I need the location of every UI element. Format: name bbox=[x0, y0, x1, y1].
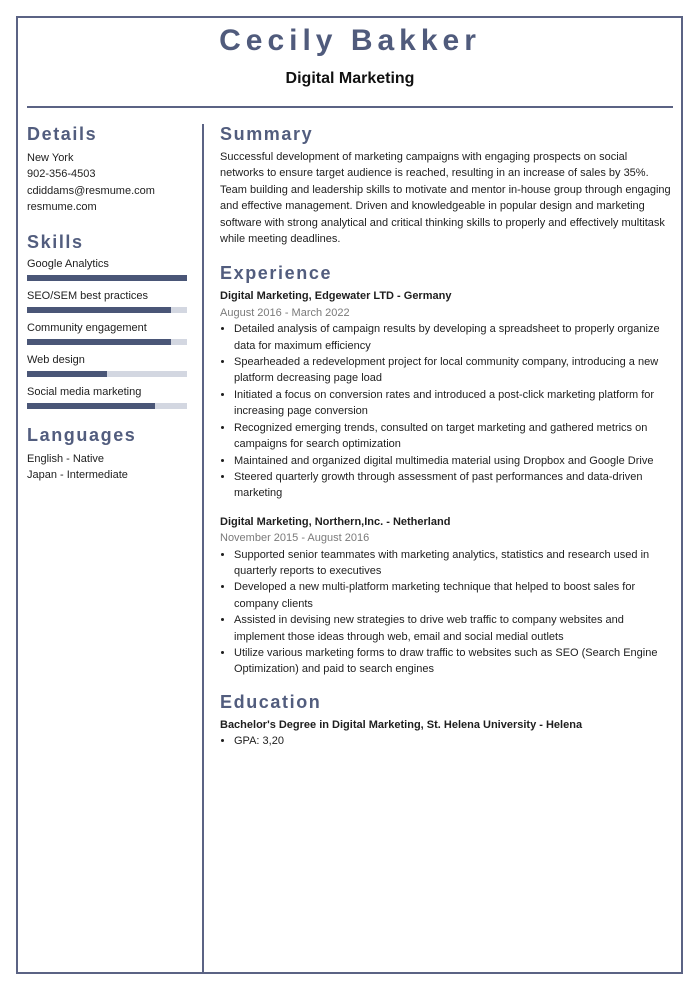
job-entry bbox=[220, 288, 672, 501]
skill-item bbox=[27, 257, 188, 281]
skill-item bbox=[27, 289, 188, 313]
skill-item bbox=[27, 353, 188, 377]
job-bullet: • Spearheaded a redevelopment project for local community company, introducing a new platform decreasing page load bbox=[234, 354, 672, 387]
summary-heading: Summary bbox=[220, 124, 314, 144]
job-bullet: • Developed a new multi-platform marketing technique that helped to boost sales for company clients bbox=[234, 579, 672, 612]
job-title: Digital Marketing, Edgewater LTD - Germany bbox=[220, 290, 452, 303]
language-item: English - Native bbox=[27, 452, 105, 465]
experience-heading: Experience bbox=[220, 263, 333, 284]
detail-email[interactable]: cdiddams@resmume.com bbox=[27, 184, 155, 197]
skill-bar-fill bbox=[27, 307, 171, 313]
languages-heading: Languages bbox=[27, 424, 137, 445]
skill-bar-fill bbox=[27, 371, 107, 377]
job-bullet: • Recognized emerging trends, consulted on target marketing and gathered metrics on campaigns for search optimization bbox=[234, 420, 672, 453]
skills-section bbox=[27, 230, 188, 409]
skill-bar-track bbox=[27, 371, 187, 377]
skill-bar-fill bbox=[27, 275, 187, 281]
skill-bar-track bbox=[27, 307, 187, 313]
education-bullets bbox=[220, 733, 672, 749]
details-list bbox=[27, 150, 188, 216]
detail-website[interactable]: resmume.com bbox=[27, 201, 97, 214]
job-bullet: • Steered quarterly growth through assessment of past performances and data-driven marketing bbox=[234, 469, 672, 502]
job-title: Digital Marketing, Northern,Inc. - Netherland bbox=[220, 515, 451, 528]
summary-text: Successful development of marketing campaigns with engaging prospects on social networks to ensure target audience is reached, resulting in an increase of sales by 35%. Team building and leadership skills to motivate and mentor in-house group through engaging and effective management. Driven and knowledgeable in popular design and marketing software with strong analytical and critical thinking skills to properly and effectively multitask while meeting deadlines. bbox=[220, 151, 671, 246]
skill-item bbox=[27, 385, 188, 409]
skill-bar-track bbox=[27, 339, 187, 345]
skill-bar-track bbox=[27, 275, 187, 281]
job-bullet: • Detailed analysis of campaign results by developing a spreadsheet to properly organize data for maximum efficiency bbox=[234, 321, 672, 354]
skill-item bbox=[27, 321, 188, 345]
skills-heading: Skills bbox=[27, 231, 84, 252]
language-item: Japan - Intermediate bbox=[27, 469, 128, 482]
left-column bbox=[27, 122, 188, 497]
job-entry bbox=[220, 514, 672, 678]
header-divider bbox=[27, 106, 673, 108]
skill-label: Community engagement bbox=[27, 321, 147, 334]
job-bullet: • Initiated a focus on conversion rates and introduced a post-click marketing platform for increasing page conversion bbox=[234, 387, 672, 420]
education-heading: Education bbox=[220, 691, 322, 712]
skill-bar-track bbox=[27, 403, 187, 409]
experience-section bbox=[220, 261, 672, 677]
languages-section bbox=[27, 423, 188, 484]
skills-list bbox=[27, 257, 188, 409]
right-column bbox=[220, 122, 672, 750]
education-bullet: • GPA: 3,20 bbox=[234, 733, 672, 749]
column-divider bbox=[202, 124, 204, 974]
job-dates: August 2016 - March 2022 bbox=[220, 306, 350, 319]
details-section bbox=[27, 122, 188, 216]
skill-bar-fill bbox=[27, 339, 171, 345]
detail-phone: 902-356-4503 bbox=[27, 168, 96, 181]
candidate-title: Digital Marketing bbox=[285, 70, 415, 87]
skill-label: Social media marketing bbox=[27, 385, 142, 398]
job-bullets bbox=[220, 321, 672, 501]
skill-label: Web design bbox=[27, 353, 85, 366]
job-bullet: • Maintained and organized digital multimedia material using Dropbox and Google Drive bbox=[234, 453, 672, 469]
candidate-name: Cecily Bakker bbox=[219, 24, 481, 57]
job-bullet: • Assisted in devising new strategies to drive web traffic to company websites and implement those ideas through web, email and social medial outlets bbox=[234, 612, 672, 645]
job-bullet: • Supported senior teammates with marketing analytics, statistics and research used in quarterly reports to executives bbox=[234, 547, 672, 580]
skill-label: SEO/SEM best practices bbox=[27, 289, 149, 302]
languages-list bbox=[27, 451, 188, 484]
summary-section bbox=[220, 122, 672, 247]
job-bullets bbox=[220, 547, 672, 678]
education-title: Bachelor's Degree in Digital Marketing, St. Helena University - Helena bbox=[220, 718, 583, 731]
details-heading: Details bbox=[27, 124, 98, 144]
job-dates: November 2015 - August 2016 bbox=[220, 532, 370, 545]
detail-location: New York bbox=[27, 152, 74, 164]
skill-bar-fill bbox=[27, 403, 155, 409]
skill-label: Google Analytics bbox=[27, 257, 109, 270]
job-bullet: • Utilize various marketing forms to draw traffic to websites such as SEO (Search Engine Optimization) and paid to search engines bbox=[234, 645, 672, 678]
education-section bbox=[220, 690, 672, 750]
